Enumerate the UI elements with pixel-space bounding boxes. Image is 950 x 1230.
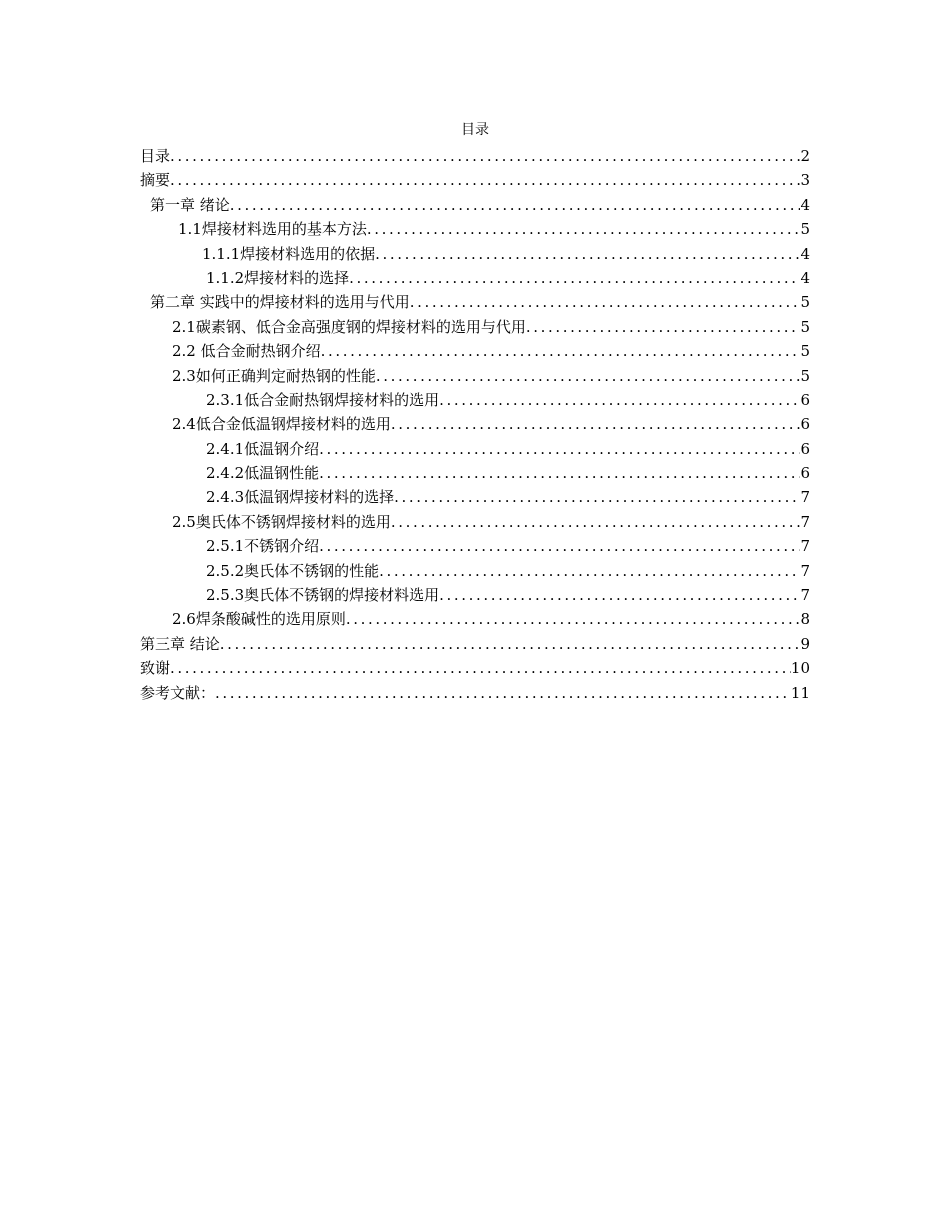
- toc-dot-leader: [376, 364, 801, 388]
- toc-entry-label: 第三章 结论: [140, 634, 220, 653]
- toc-entry-label: 2.4.1低温钢介绍: [206, 439, 320, 458]
- toc-dot-leader: [375, 242, 800, 266]
- toc-entry[interactable]: [140, 242, 810, 266]
- table-of-contents: [140, 144, 810, 705]
- toc-entry-page: 9: [800, 634, 810, 653]
- toc-dot-leader: [394, 485, 800, 509]
- toc-entry-page: 4: [800, 244, 810, 263]
- toc-entry[interactable]: [140, 656, 810, 680]
- toc-entry[interactable]: [140, 485, 810, 509]
- toc-entry-label: 2.4低合金低温钢焊接材料的选用: [172, 415, 391, 434]
- toc-entry[interactable]: [140, 266, 810, 290]
- toc-entry-page: 6: [800, 415, 810, 434]
- toc-dot-leader: [439, 388, 800, 412]
- toc-entry-label: 2.4.3低温钢焊接材料的选择: [206, 488, 395, 507]
- toc-entry[interactable]: [140, 437, 810, 461]
- toc-entry-label: 2.3如何正确判定耐热钢的性能: [172, 366, 376, 385]
- toc-entry-label: 1.1.1焊接材料选用的依据: [202, 244, 376, 263]
- toc-entry[interactable]: [140, 388, 810, 412]
- toc-entry[interactable]: [140, 583, 810, 607]
- toc-dot-leader: [170, 168, 800, 192]
- toc-dot-leader: [230, 193, 801, 217]
- toc-entry[interactable]: [140, 217, 810, 241]
- toc-entry[interactable]: [140, 168, 810, 192]
- toc-dot-leader: [391, 412, 801, 436]
- toc-entry-page: 5: [800, 293, 810, 312]
- page-title: 目录: [461, 122, 489, 138]
- toc-entry-page: 10: [790, 659, 810, 678]
- toc-entry-page: 8: [800, 610, 810, 629]
- toc-entry[interactable]: [140, 510, 810, 534]
- toc-dot-leader: [391, 510, 801, 534]
- toc-entry-page: 4: [800, 268, 810, 287]
- toc-entry-page: 5: [800, 366, 810, 385]
- toc-entry-page: 7: [800, 537, 810, 556]
- toc-entry-label: 第二章 实践中的焊接材料的选用与代用: [150, 293, 410, 312]
- toc-entry[interactable]: [140, 412, 810, 436]
- toc-entry[interactable]: [140, 681, 810, 705]
- toc-entry-label: 2.5.1不锈钢介绍: [206, 537, 320, 556]
- toc-dot-leader: [379, 559, 800, 583]
- toc-entry[interactable]: [140, 290, 810, 314]
- toc-entry-label: 2.5.3奥氏体不锈钢的焊接材料选用: [206, 586, 440, 605]
- toc-entry-label: 2.6焊条酸碱性的选用原则: [172, 610, 346, 629]
- toc-entry-label: 致谢: [140, 659, 171, 678]
- toc-entry-page: 6: [800, 390, 810, 409]
- toc-entry-page: 7: [800, 586, 810, 605]
- toc-dot-leader: [215, 681, 791, 705]
- toc-dot-leader: [346, 607, 801, 631]
- toc-entry-page: 4: [800, 195, 810, 214]
- toc-dot-leader: [170, 144, 800, 168]
- toc-entry[interactable]: [140, 144, 810, 168]
- toc-dot-leader: [319, 534, 800, 558]
- toc-entry[interactable]: [140, 315, 810, 339]
- toc-entry-page: 6: [800, 439, 810, 458]
- toc-entry[interactable]: [140, 559, 810, 583]
- toc-entry-label: 2.2 低合金耐热钢介绍: [172, 342, 321, 361]
- toc-entry[interactable]: [140, 193, 810, 217]
- toc-entry-page: 5: [800, 220, 810, 239]
- toc-entry[interactable]: [140, 364, 810, 388]
- toc-entry-label: 目录: [140, 147, 171, 165]
- toc-entry-page: 2: [800, 147, 810, 165]
- toc-dot-leader: [526, 315, 801, 339]
- toc-entry-label: 1.1.2焊接材料的选择: [206, 268, 350, 287]
- toc-entry-page: 6: [800, 464, 810, 483]
- toc-dot-leader: [367, 217, 801, 241]
- toc-entry-page: 7: [800, 512, 810, 531]
- toc-entry-label: 2.3.1低合金耐热钢焊接材料的选用: [206, 390, 440, 409]
- toc-dot-leader: [170, 656, 791, 680]
- toc-dot-leader: [220, 632, 801, 656]
- toc-entry[interactable]: [140, 461, 810, 485]
- toc-entry-label: 2.5奥氏体不锈钢焊接材料的选用: [172, 512, 391, 531]
- toc-entry-page: 3: [800, 171, 810, 190]
- toc-entry-page: 7: [800, 488, 810, 507]
- toc-entry[interactable]: [140, 632, 810, 656]
- toc-dot-leader: [319, 461, 800, 485]
- toc-entry[interactable]: [140, 607, 810, 631]
- toc-entry[interactable]: [140, 339, 810, 363]
- toc-entry-page: 7: [800, 561, 810, 580]
- toc-entry-label: 摘要: [140, 171, 171, 190]
- toc-entry-label: 2.5.2奥氏体不锈钢的性能: [206, 561, 380, 580]
- toc-entry-label: 2.1碳素钢、低合金高强度钢的焊接材料的选用与代用: [172, 317, 526, 336]
- toc-entry-label: 第一章 绪论: [150, 195, 230, 214]
- toc-dot-leader: [410, 290, 801, 314]
- toc-entry-page: 11: [790, 683, 810, 702]
- toc-entry[interactable]: [140, 534, 810, 558]
- toc-entry-label: 2.4.2低温钢性能: [206, 464, 320, 483]
- toc-entry-label: 1.1焊接材料选用的基本方法: [178, 220, 367, 239]
- toc-dot-leader: [439, 583, 800, 607]
- toc-entry-page: 5: [800, 317, 810, 336]
- toc-entry-label: 参考文献：: [140, 683, 216, 702]
- toc-entry-page: 5: [800, 342, 810, 361]
- toc-dot-leader: [319, 437, 800, 461]
- toc-dot-leader: [349, 266, 800, 290]
- toc-dot-leader: [321, 339, 801, 363]
